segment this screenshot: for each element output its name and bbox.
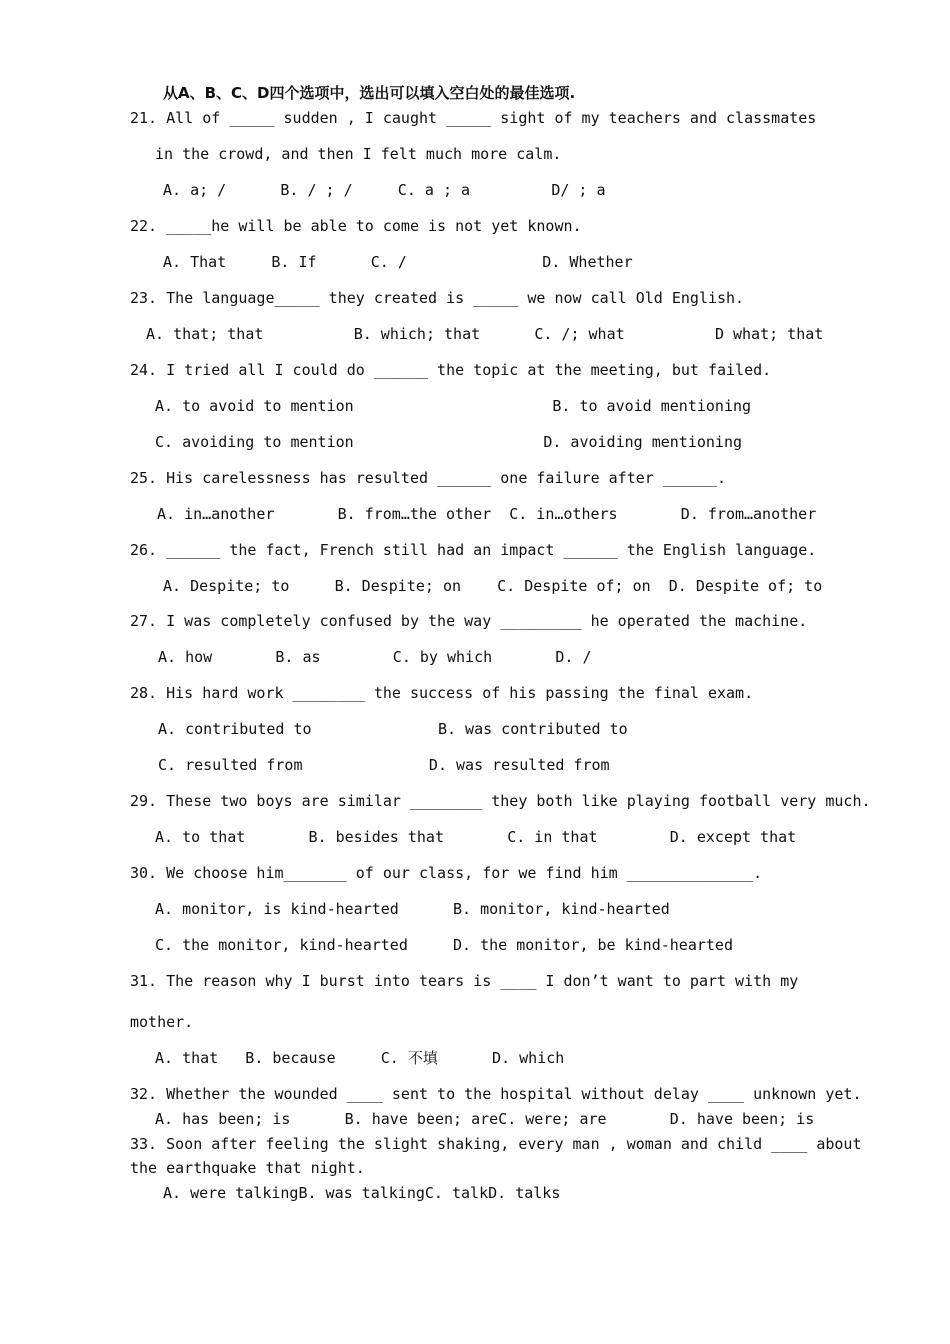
question-24-options-ab: A. to avoid to mention B. to avoid mentioning — [155, 397, 752, 415]
question-21-options: A. a; / B. / ; / C. a ; a D/ ; a — [163, 181, 606, 199]
question-23-stem: 23. The language_____ they created is _____ we now call Old English. — [130, 289, 745, 307]
question-21-stem-cont: in the crowd, and then I felt much more calm. — [155, 145, 562, 163]
question-23-options: A. that; that B. which; that C. /; what D what; that — [146, 325, 824, 343]
instruction-heading: 从A、B、C、D四个选项中，选出可以填入空白处的最佳选项. — [163, 84, 576, 102]
question-30-options-ab: A. monitor, is kind-hearted B. monitor, kind-hearted — [155, 900, 670, 918]
question-24-options-cd: C. avoiding to mention D. avoiding mentioning — [155, 433, 742, 451]
question-25-stem: 25. His carelessness has resulted ______ one failure after ______. — [130, 469, 727, 487]
question-33-options: A. were talkingB. was talkingC. talkD. talks — [163, 1184, 561, 1202]
question-26-options: A. Despite; to B. Despite; on C. Despite of; on D. Despite of; to — [163, 577, 823, 595]
question-28-options-ab: A. contributed to B. was contributed to — [158, 720, 628, 738]
question-21-stem: 21. All of _____ sudden , I caught _____ sight of my teachers and classmates — [130, 109, 817, 127]
question-27-options: A. how B. as C. by which D. / — [158, 648, 592, 666]
question-22-stem: 22. _____he will be able to come is not yet known. — [130, 217, 582, 235]
question-22-options: A. That B. If C. / D. Whether — [163, 253, 633, 271]
question-32-options: A. has been; is B. have been; areC. were; are D. have been; is — [155, 1110, 815, 1128]
question-29-options: A. to that B. besides that C. in that D. except that — [155, 828, 797, 846]
question-30-stem: 30. We choose him_______ of our class, for we find him ______________. — [130, 864, 763, 882]
question-24-stem: 24. I tried all I could do ______ the topic at the meeting, but failed. — [130, 361, 772, 379]
question-30-options-cd: C. the monitor, kind-hearted D. the monitor, be kind-hearted — [155, 936, 733, 954]
question-31-stem: 31. The reason why I burst into tears is ____ I don’t want to part with my — [130, 972, 799, 990]
question-25-options: A. in…another B. from…the other C. in…others D. from…another — [157, 505, 817, 523]
question-27-stem: 27. I was completely confused by the way _________ he operated the machine. — [130, 612, 808, 630]
question-33-stem-cont: the earthquake that night. — [130, 1159, 365, 1177]
question-28-options-cd: C. resulted from D. was resulted from — [158, 756, 610, 774]
question-26-stem: 26. ______ the fact, French still had an impact ______ the English language. — [130, 541, 817, 559]
question-33-stem: 33. Soon after feeling the slight shaking, every man , woman and child ____ about — [130, 1135, 862, 1153]
question-31-options: A. that B. because C. 不填 D. which — [155, 1049, 565, 1067]
question-28-stem: 28. His hard work ________ the success of his passing the final exam. — [130, 684, 754, 702]
question-32-stem: 32. Whether the wounded ____ sent to the hospital without delay ____ unknown yet. — [130, 1085, 862, 1103]
question-29-stem: 29. These two boys are similar ________ they both like playing football very much. — [130, 792, 871, 810]
question-31-stem-cont: mother. — [130, 1013, 194, 1031]
